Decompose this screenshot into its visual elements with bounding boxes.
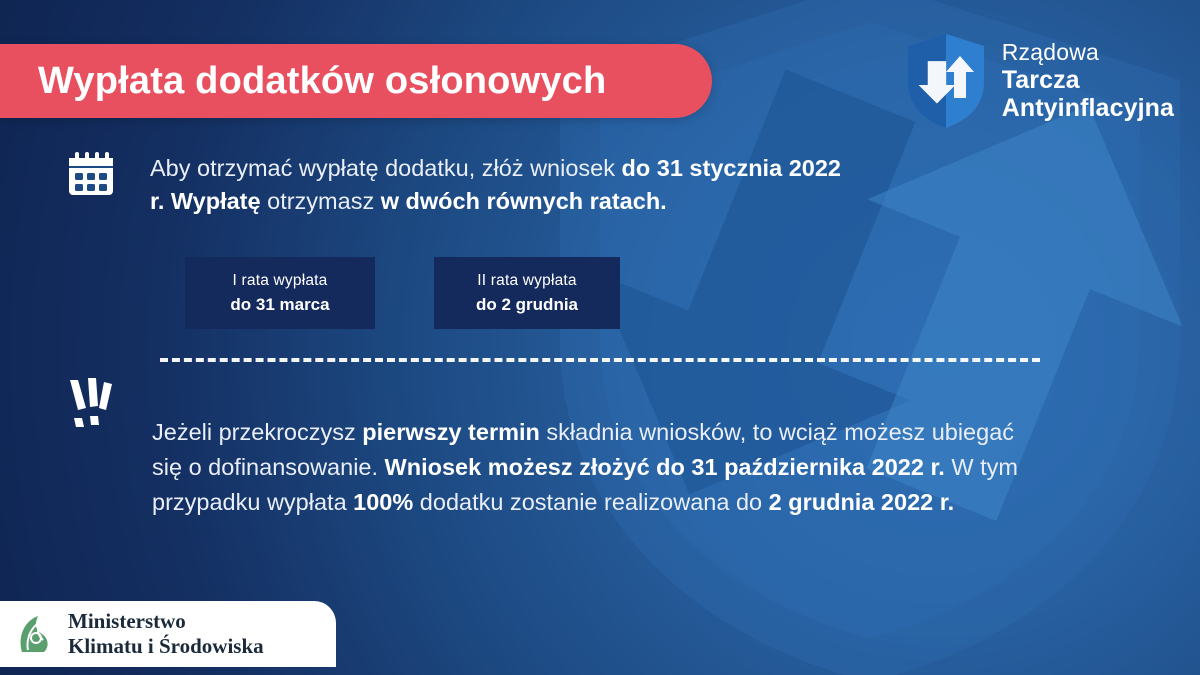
ministry-badge [0, 601, 336, 667]
installment-box-1 [185, 257, 375, 329]
ministry-line-1: Ministerstwo [68, 609, 186, 634]
shield-arrows-icon [904, 32, 988, 130]
brand-line-rzadowa: Rządowa [1001, 39, 1100, 65]
exclamation-lines-icon [64, 378, 120, 430]
brand-lockup [904, 32, 1174, 130]
installment-2-label: II rata wypłata [477, 271, 577, 289]
poster-title-banner [0, 44, 712, 118]
background-arrows-watermark [540, 40, 1200, 640]
calendar-icon [66, 150, 116, 198]
installment-2-date: do 2 grudnia [476, 294, 578, 314]
installment-1-label: I rata wypłata [232, 271, 328, 289]
section-divider [160, 358, 1040, 362]
paragraph-late-application: Jeżeli przekroczysz pierwszy termin składnia wniosków, to wciąż możesz ubiegać się o dofinansowanie. Wniosek możesz złożyć do 31 października 2022 r. W tym przypadku wypłata 100% dodatku zostanie realizowana do 2 grudnia 2022 r. [152, 419, 1018, 515]
paragraph-deadline: Aby otrzymać wypłatę dodatku, złóż wniosek do 31 stycznia 2022 r. Wypłatę otrzymasz w dwóch równych ratach. [150, 155, 841, 215]
installment-box-2 [434, 257, 620, 329]
installment-1-date: do 31 marca [230, 294, 330, 314]
page-title: Wypłata dodatków osłonowych [38, 59, 607, 102]
ministry-leaf-icon [16, 612, 56, 656]
brand-line-tarcza: Tarcza [1001, 65, 1080, 94]
brand-line-antyinflacyjna: Antyinflacyjna [1001, 93, 1174, 122]
ministry-line-2: Klimatu i Środowiska [68, 634, 264, 658]
